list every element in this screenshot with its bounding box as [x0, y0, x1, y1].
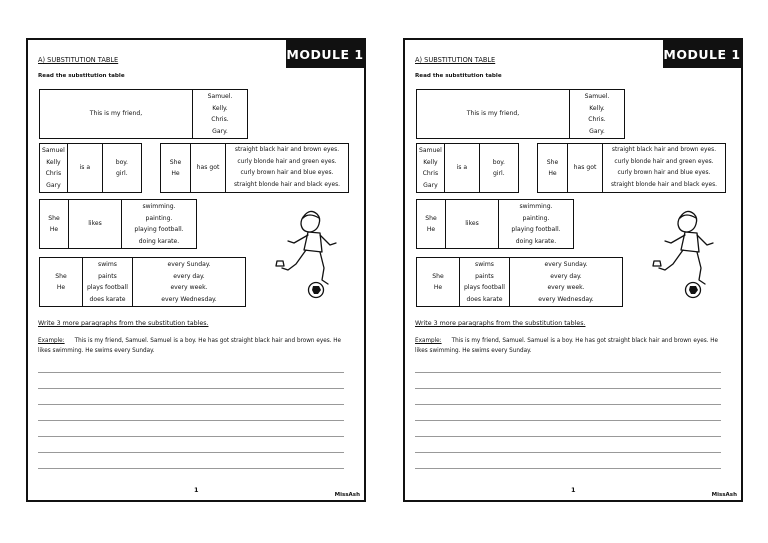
- verb-cell: likes: [69, 200, 122, 249]
- substitution-table-1: [416, 89, 625, 139]
- substitution-table-3: [537, 143, 726, 193]
- verb-cell: has got: [568, 144, 603, 193]
- times-cell: every Sunday. every day. every week. every Wednesday.: [510, 258, 623, 307]
- writing-line[interactable]: [38, 404, 344, 405]
- verb-cell: likes: [446, 200, 499, 249]
- football-boy-illustration: [645, 206, 717, 301]
- writing-line[interactable]: [38, 436, 344, 437]
- hair-cell: straight black hair and brown eyes. curly blonde hair and green eyes. curly brown hair and blue eyes. straight blonde hair and black eyes.: [226, 144, 349, 193]
- pronouns-cell: She He: [161, 144, 191, 193]
- substitution-table-4: [39, 199, 197, 249]
- verb-cell: is a: [444, 144, 479, 193]
- writing-line[interactable]: [415, 404, 721, 405]
- names-cell: Samuel Kelly Chris Gary: [417, 144, 445, 193]
- names-cell: Samuel. Kelly. Chris. Gary.: [570, 90, 625, 139]
- pronouns-cell: She He: [538, 144, 568, 193]
- writing-line[interactable]: [38, 452, 344, 453]
- phrase-cell: This is my friend,: [417, 90, 570, 139]
- substitution-table-2: [39, 143, 142, 193]
- signature: MissAsh: [334, 492, 360, 498]
- verb-cell: has got: [191, 144, 226, 193]
- substitution-table-2: [416, 143, 519, 193]
- writing-line[interactable]: [415, 372, 721, 373]
- writing-line[interactable]: [415, 468, 721, 469]
- phrase-cell: This is my friend,: [40, 90, 193, 139]
- writing-line[interactable]: [415, 388, 721, 389]
- substitution-table-4: [416, 199, 574, 249]
- nouns-cell: boy. girl.: [102, 144, 141, 193]
- verbs-cell: swims paints plays football does karate: [83, 258, 133, 307]
- pronouns-cell: She He: [40, 258, 83, 307]
- instruction: Read the substitution table: [415, 73, 502, 79]
- example-paragraph: [415, 336, 719, 356]
- names-cell: Samuel Kelly Chris Gary: [40, 144, 68, 193]
- substitution-table-5: [416, 257, 623, 307]
- instruction: Read the substitution table: [38, 73, 125, 79]
- section-title: A) SUBSTITUTION TABLE: [38, 56, 119, 64]
- verb-cell: is a: [67, 144, 102, 193]
- example-label: Example:: [415, 338, 442, 344]
- writing-line[interactable]: [415, 452, 721, 453]
- writing-line[interactable]: [415, 420, 721, 421]
- writing-task-title: Write 3 more paragraphs from the substitution tables.: [38, 320, 209, 327]
- substitution-table-3: [160, 143, 349, 193]
- signature: MissAsh: [711, 492, 737, 498]
- pronouns-cell: She He: [40, 200, 69, 249]
- writing-task-title: Write 3 more paragraphs from the substitution tables.: [415, 320, 586, 327]
- page-number: 1: [194, 486, 199, 494]
- writing-line[interactable]: [38, 420, 344, 421]
- activities-cell: swimming. painting. playing football. doing karate.: [122, 200, 197, 249]
- activities-cell: swimming. painting. playing football. doing karate.: [499, 200, 574, 249]
- example-text: This is my friend, Samuel. Samuel is a boy. He has got straight black hair and brown eyes. He likes swimming. He swims every Sunday.: [415, 338, 719, 354]
- section-title: A) SUBSTITUTION TABLE: [415, 56, 496, 64]
- writing-line[interactable]: [38, 468, 344, 469]
- verbs-cell: swims paints plays football does karate: [460, 258, 510, 307]
- pronouns-cell: She He: [417, 200, 446, 249]
- worksheet-page-1: [26, 38, 366, 502]
- example-paragraph: [38, 336, 342, 356]
- substitution-table-5: [39, 257, 246, 307]
- names-cell: Samuel. Kelly. Chris. Gary.: [193, 90, 248, 139]
- writing-line[interactable]: [415, 436, 721, 437]
- module-badge: MODULE 1: [663, 40, 741, 68]
- substitution-table-1: [39, 89, 248, 139]
- page-number: 1: [571, 486, 576, 494]
- writing-line[interactable]: [38, 372, 344, 373]
- nouns-cell: boy. girl.: [479, 144, 518, 193]
- example-label: Example:: [38, 338, 65, 344]
- hair-cell: straight black hair and brown eyes. curly blonde hair and green eyes. curly brown hair and blue eyes. straight blonde hair and black eyes.: [603, 144, 726, 193]
- football-boy-illustration: [268, 206, 340, 301]
- writing-line[interactable]: [38, 388, 344, 389]
- pronouns-cell: She He: [417, 258, 460, 307]
- worksheet-page-2: [403, 38, 743, 502]
- times-cell: every Sunday. every day. every week. every Wednesday.: [133, 258, 246, 307]
- example-text: This is my friend, Samuel. Samuel is a boy. He has got straight black hair and brown eyes. He likes swimming. He swims every Sunday.: [38, 338, 342, 354]
- module-badge: MODULE 1: [286, 40, 364, 68]
